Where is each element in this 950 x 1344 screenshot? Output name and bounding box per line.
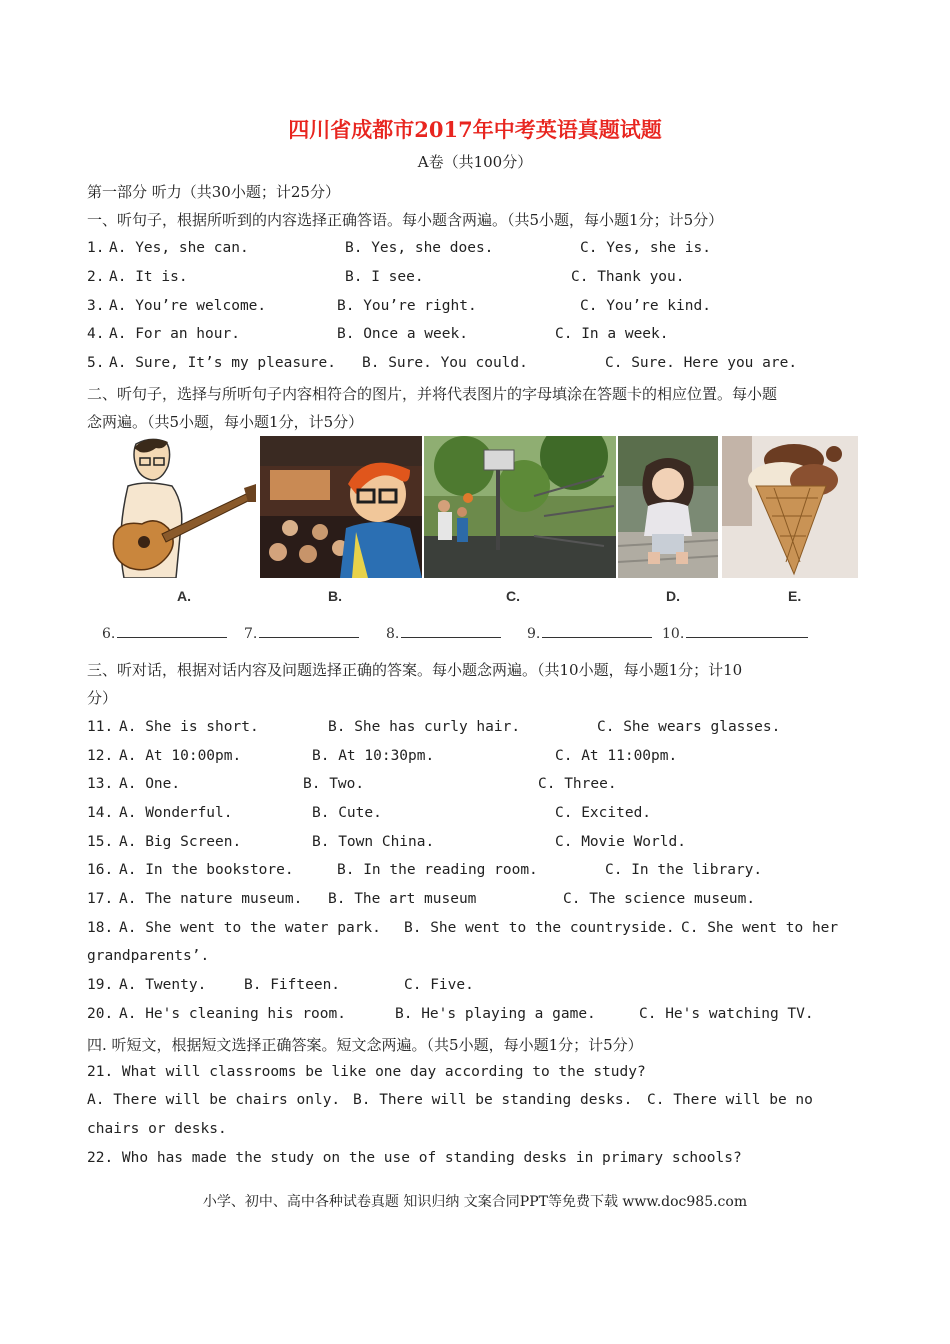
option-a: A. It is. — [109, 269, 188, 285]
option-a: A. At 10:00pm. — [119, 748, 242, 764]
option-b: B. She went to the countryside. — [404, 920, 675, 936]
question-number: 1. — [87, 240, 105, 256]
option-b: B. You’re right. — [337, 298, 477, 314]
option-c: C. She went to her — [681, 920, 839, 936]
part-heading: 第一部分 听力（共30小题；计25分） — [87, 183, 340, 201]
answer-blank-number: 6. — [102, 626, 116, 642]
option-c: C. She wears glasses. — [597, 719, 781, 735]
option-c: C. Movie World. — [555, 834, 686, 850]
question-number: 13. — [87, 776, 114, 792]
question-number: 4. — [87, 326, 105, 342]
option-b: B. She has curly hair. — [328, 719, 521, 735]
question-22: 22. Who has made the study on the use of standing desks in primary schools? — [87, 1150, 742, 1166]
option-c: C. In the library. — [605, 862, 763, 878]
question-number: 19. — [87, 977, 114, 993]
option-c: C. Sure. Here you are. — [605, 355, 798, 371]
option-c: C. In a week. — [555, 326, 669, 342]
option-c: C. Excited. — [555, 805, 652, 821]
option-b: B. Fifteen. — [244, 977, 341, 993]
option-c: C. Yes, she is. — [580, 240, 711, 256]
question-number: 14. — [87, 805, 114, 821]
question-number: 15. — [87, 834, 114, 850]
option-b: B. Sure. You could. — [362, 355, 528, 371]
option-a: A. He's cleaning his room. — [119, 1006, 346, 1022]
question-number: 12. — [87, 748, 114, 764]
option-a: A. Twenty. — [119, 977, 207, 993]
section2-heading-cont: 念两遍。（共5小题，每小题1分，计5分） — [87, 413, 364, 431]
guitar-player-picture — [106, 436, 256, 578]
picture-label-b: B. — [328, 588, 342, 604]
option-a: A. She is short. — [119, 719, 259, 735]
option-c: C. The science museum. — [563, 891, 756, 907]
question-number: 16. — [87, 862, 114, 878]
option-b: B. Town China. — [312, 834, 435, 850]
option-a: A. Sure, It’s my pleasure. — [109, 355, 336, 371]
question-number: 5. — [87, 355, 105, 371]
answer-blank — [102, 624, 227, 642]
basketball-picture — [424, 436, 616, 578]
answer-blank-number: 7. — [244, 626, 258, 642]
question-number: 20. — [87, 1006, 114, 1022]
question-number: 11. — [87, 719, 114, 735]
section4-heading: 四. 听短文，根据短文选择正确答案。短文念两遍。（共5小题，每小题1分；计5分） — [87, 1036, 643, 1054]
option-c: C. There will be no — [647, 1092, 813, 1108]
option-a: A. For an hour. — [109, 326, 240, 342]
option-c: C. Thank you. — [571, 269, 685, 285]
option-c: C. Three. — [538, 776, 617, 792]
option-a: A. You’re welcome. — [109, 298, 267, 314]
question-number: 17. — [87, 891, 114, 907]
option-a: A. Wonderful. — [119, 805, 233, 821]
option-a: A. Big Screen. — [119, 834, 242, 850]
picture-label-c: C. — [506, 588, 520, 604]
option-b: B. Once a week. — [337, 326, 468, 342]
cinema-picture — [260, 436, 422, 578]
page-footer: 小学、初中、高中各种试卷真题 知识归纳 文案合同PPT等免费下载 www.doc985.com — [202, 1194, 748, 1210]
picture-label-e: E. — [788, 588, 802, 604]
section3-heading: 三、听对话，根据对话内容及问题选择正确的答案。每小题念两遍。（共10小题，每小题1分；计10 — [87, 661, 743, 679]
answer-blank — [527, 624, 652, 642]
option-b: B. Cute. — [312, 805, 382, 821]
option-b: B. I see. — [345, 269, 424, 285]
question-number: 3. — [87, 298, 105, 314]
answer-blank — [244, 624, 359, 642]
question-21: 21. What will classrooms be like one day according to the study? — [87, 1064, 646, 1080]
option-c: C. He's watching TV. — [639, 1006, 814, 1022]
option-b: B. Two. — [303, 776, 365, 792]
section1-heading: 一、听句子，根据所听到的内容选择正确答语。每小题含两遍。（共5小题，每小题1分；计5分） — [87, 211, 724, 229]
answer-blank-number: 9. — [527, 626, 541, 642]
option-a: A. There will be chairs only. — [87, 1092, 341, 1108]
answer-blank-number: 8. — [386, 626, 400, 642]
answer-blank — [386, 624, 501, 642]
picture-label-d: D. — [666, 588, 680, 604]
page-title: 四川省成都市2017年中考英语真题试题 — [288, 117, 662, 142]
answer-blank — [662, 624, 808, 642]
picture-strip — [106, 436, 858, 578]
answer-blank-number: 10. — [662, 626, 685, 642]
option-a: A. Yes, she can. — [109, 240, 249, 256]
option-b: B. He's playing a game. — [395, 1006, 596, 1022]
option-c: C. You’re kind. — [580, 298, 711, 314]
option-c: C. Five. — [404, 977, 474, 993]
question-number: 2. — [87, 269, 105, 285]
section3-heading-cont: 分） — [87, 689, 118, 707]
option-b: B. There will be standing desks. — [353, 1092, 633, 1108]
question-number: 18. — [87, 920, 114, 936]
section2-heading: 二、听句子，选择与所听句子内容相符合的图片，并将代表图片的字母填涂在答题卡的相应位置。每小题 — [87, 385, 778, 403]
option-a: A. In the bookstore. — [119, 862, 294, 878]
paper-subtitle: A卷（共100分） — [417, 153, 533, 171]
option-b: B. At 10:30pm. — [312, 748, 435, 764]
picture-label-a: A. — [177, 588, 191, 604]
question-continuation: chairs or desks. — [87, 1121, 227, 1137]
option-a: A. One. — [119, 776, 181, 792]
girl-picture — [618, 436, 718, 578]
option-b: B. Yes, she does. — [345, 240, 494, 256]
option-a: A. She went to the water park. — [119, 920, 381, 936]
option-a: A. The nature museum. — [119, 891, 303, 907]
option-b: B. In the reading room. — [337, 862, 538, 878]
ice-cream-picture — [722, 436, 858, 578]
option-b: B. The art museum — [328, 891, 477, 907]
option-c: C. At 11:00pm. — [555, 748, 678, 764]
question-continuation: grandparents’. — [87, 948, 210, 964]
